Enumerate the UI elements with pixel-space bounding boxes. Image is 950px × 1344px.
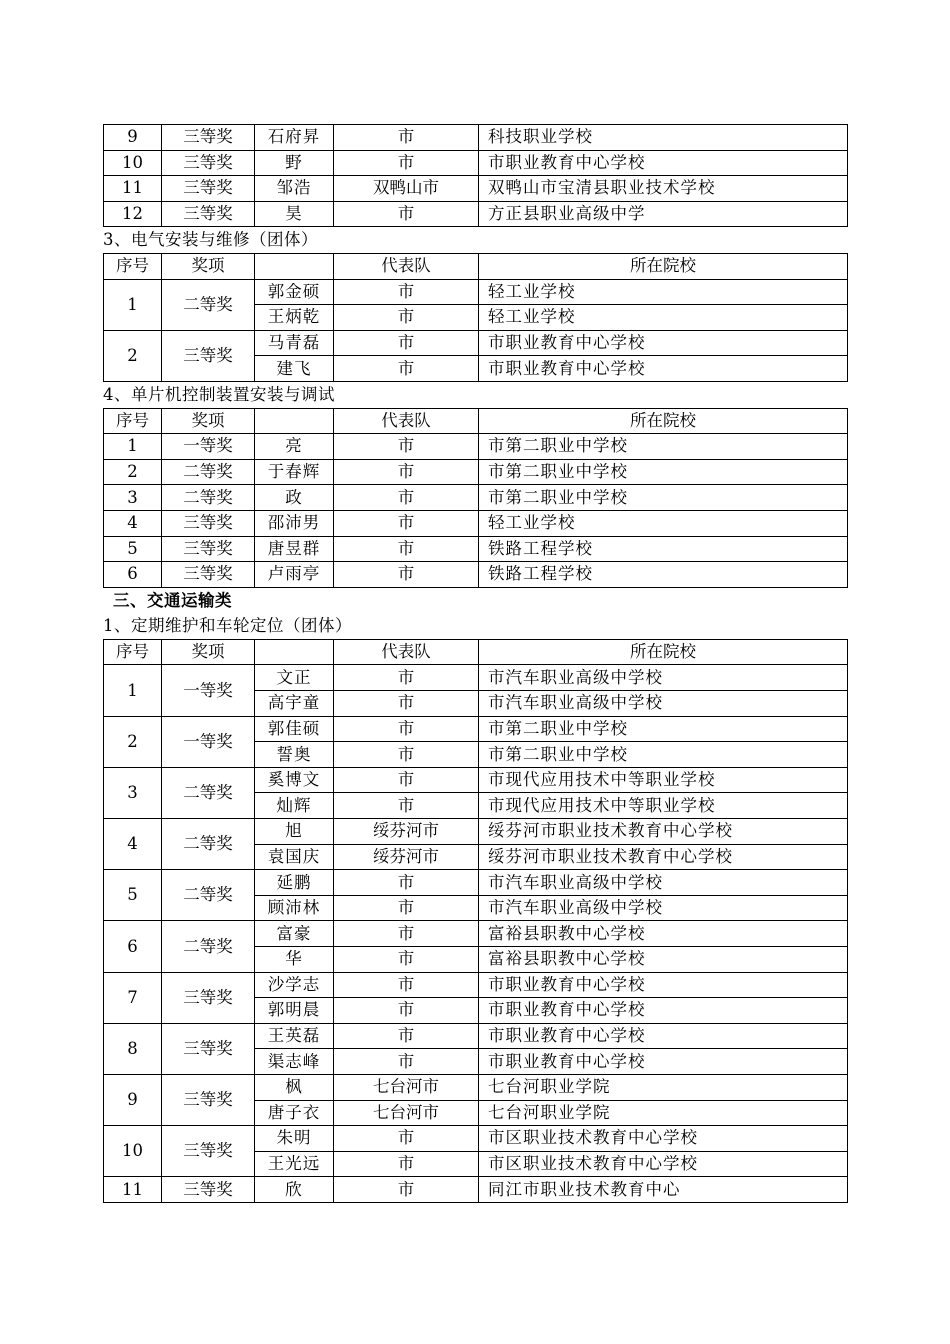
award-level: 三等奖 xyxy=(162,1074,255,1125)
award-level: 三等奖 xyxy=(162,1023,255,1074)
row-number: 1 xyxy=(104,279,162,330)
contestant-name: 旭 xyxy=(255,819,334,845)
team-name: 市 xyxy=(334,1177,479,1203)
table-row xyxy=(104,767,848,793)
table-header-row xyxy=(104,639,848,665)
table-row xyxy=(104,1126,848,1152)
category-heading-transport: 三、交通运输类 xyxy=(113,590,232,610)
table-header-row xyxy=(104,253,848,279)
school-name: 双鸭山市宝清县职业技术学校 xyxy=(479,176,848,202)
contestant-name: 郭金硕 xyxy=(255,279,334,305)
contestant-name: 华 xyxy=(255,947,334,973)
school-name: 市职业教育中心学校 xyxy=(479,150,848,176)
school-name: 铁路工程学校 xyxy=(479,536,848,562)
table-row xyxy=(104,201,848,227)
contestant-name: 昊 xyxy=(255,201,334,227)
team-name: 市 xyxy=(334,793,479,819)
team-name: 市 xyxy=(334,510,479,536)
team-name: 市 xyxy=(334,1049,479,1075)
school-name: 市第二职业中学校 xyxy=(479,742,848,768)
header-team: 代表队 xyxy=(334,639,479,665)
team-name: 市 xyxy=(334,998,479,1024)
row-number: 2 xyxy=(104,459,162,485)
contestant-name: 誓奥 xyxy=(255,742,334,768)
row-number: 10 xyxy=(104,150,162,176)
header-name-blank xyxy=(255,408,334,434)
award-level: 三等奖 xyxy=(162,510,255,536)
award-level: 一等奖 xyxy=(162,716,255,767)
team-name: 七台河市 xyxy=(334,1100,479,1126)
table-row xyxy=(104,279,848,305)
award-level: 二等奖 xyxy=(162,279,255,330)
school-name: 市区职业技术教育中心学校 xyxy=(479,1151,848,1177)
award-level: 三等奖 xyxy=(162,536,255,562)
table-row xyxy=(104,459,848,485)
section-heading-maintenance: 1、定期维护和车轮定位（团体） xyxy=(103,616,352,636)
row-number: 2 xyxy=(104,716,162,767)
contestant-name: 唐昱群 xyxy=(255,536,334,562)
team-name: 市 xyxy=(334,870,479,896)
header-award: 奖项 xyxy=(162,253,255,279)
row-number: 5 xyxy=(104,536,162,562)
award-level: 三等奖 xyxy=(162,1126,255,1177)
award-level: 三等奖 xyxy=(162,201,255,227)
contestant-name: 延鹏 xyxy=(255,870,334,896)
contestant-name: 野 xyxy=(255,150,334,176)
school-name: 市汽车职业高级中学校 xyxy=(479,665,848,691)
team-name: 市 xyxy=(334,742,479,768)
row-number: 3 xyxy=(104,767,162,818)
contestant-name: 王炳乾 xyxy=(255,305,334,331)
contestant-name: 建飞 xyxy=(255,356,334,382)
contestant-name: 石府昇 xyxy=(255,125,334,151)
row-number: 1 xyxy=(104,434,162,460)
contestant-name: 枫 xyxy=(255,1074,334,1100)
award-level: 二等奖 xyxy=(162,767,255,818)
school-name: 七台河职业学院 xyxy=(479,1074,848,1100)
team-name: 市 xyxy=(334,1151,479,1177)
contestant-name: 郭明晨 xyxy=(255,998,334,1024)
header-name-blank xyxy=(255,639,334,665)
table-row xyxy=(104,176,848,202)
row-number: 4 xyxy=(104,510,162,536)
section-heading-electrical: 3、电气安装与维修（团体） xyxy=(103,230,318,250)
row-number: 10 xyxy=(104,1126,162,1177)
header-no: 序号 xyxy=(104,253,162,279)
team-name: 市 xyxy=(334,459,479,485)
contestant-name: 渠志峰 xyxy=(255,1049,334,1075)
school-name: 市汽车职业高级中学校 xyxy=(479,870,848,896)
row-number: 2 xyxy=(104,330,162,381)
header-no: 序号 xyxy=(104,408,162,434)
team-name: 市 xyxy=(334,1023,479,1049)
header-award: 奖项 xyxy=(162,408,255,434)
row-number: 12 xyxy=(104,201,162,227)
team-name: 市 xyxy=(334,691,479,717)
award-level: 三等奖 xyxy=(162,330,255,381)
team-name: 市 xyxy=(334,536,479,562)
school-name: 绥芬河市职业技术教育中心学校 xyxy=(479,819,848,845)
team-name: 市 xyxy=(334,921,479,947)
team-name: 市 xyxy=(334,562,479,588)
school-name: 市区职业技术教育中心学校 xyxy=(479,1126,848,1152)
table-row xyxy=(104,819,848,845)
row-number: 4 xyxy=(104,819,162,870)
award-level: 二等奖 xyxy=(162,485,255,511)
table-row xyxy=(104,921,848,947)
team-name: 市 xyxy=(334,305,479,331)
school-name: 七台河职业学院 xyxy=(479,1100,848,1126)
award-level: 一等奖 xyxy=(162,665,255,716)
table-row xyxy=(104,870,848,896)
award-level: 三等奖 xyxy=(162,125,255,151)
table-row xyxy=(104,1074,848,1100)
team-name: 市 xyxy=(334,125,479,151)
team-name: 市 xyxy=(334,1126,479,1152)
school-name: 市汽车职业高级中学校 xyxy=(479,691,848,717)
team-name: 市 xyxy=(334,150,479,176)
table-row xyxy=(104,330,848,356)
school-name: 市第二职业中学校 xyxy=(479,434,848,460)
team-name: 市 xyxy=(334,972,479,998)
contestant-name: 王英磊 xyxy=(255,1023,334,1049)
contestant-name: 亮 xyxy=(255,434,334,460)
team-name: 市 xyxy=(334,330,479,356)
award-level: 二等奖 xyxy=(162,921,255,972)
table-header-row xyxy=(104,408,848,434)
table-row xyxy=(104,485,848,511)
award-table-mcu xyxy=(103,408,848,588)
school-name: 市职业教育中心学校 xyxy=(479,356,848,382)
header-team: 代表队 xyxy=(334,253,479,279)
team-name: 绥芬河市 xyxy=(334,819,479,845)
school-name: 同江市职业技术教育中心 xyxy=(479,1177,848,1203)
school-name: 市职业教育中心学校 xyxy=(479,998,848,1024)
award-level: 二等奖 xyxy=(162,459,255,485)
header-no: 序号 xyxy=(104,639,162,665)
row-number: 9 xyxy=(104,125,162,151)
contestant-name: 灿辉 xyxy=(255,793,334,819)
header-school: 所在院校 xyxy=(479,408,848,434)
school-name: 市第二职业中学校 xyxy=(479,485,848,511)
row-number: 11 xyxy=(104,1177,162,1203)
table-row xyxy=(104,1023,848,1049)
contestant-name: 郭佳硕 xyxy=(255,716,334,742)
contestant-name: 唐子衣 xyxy=(255,1100,334,1126)
award-level: 三等奖 xyxy=(162,150,255,176)
school-name: 方正县职业高级中学 xyxy=(479,201,848,227)
contestant-name: 政 xyxy=(255,485,334,511)
school-name: 轻工业学校 xyxy=(479,305,848,331)
table-row xyxy=(104,434,848,460)
team-name: 双鸭山市 xyxy=(334,176,479,202)
contestant-name: 王光远 xyxy=(255,1151,334,1177)
section-heading-mcu: 4、单片机控制装置安装与调试 xyxy=(103,384,335,404)
table-row xyxy=(104,716,848,742)
table-row xyxy=(104,510,848,536)
contestant-name: 沙学志 xyxy=(255,972,334,998)
contestant-name: 于春辉 xyxy=(255,459,334,485)
team-name: 市 xyxy=(334,201,479,227)
row-number: 9 xyxy=(104,1074,162,1125)
team-name: 市 xyxy=(334,279,479,305)
award-level: 三等奖 xyxy=(162,562,255,588)
header-name-blank xyxy=(255,253,334,279)
award-level: 三等奖 xyxy=(162,176,255,202)
header-school: 所在院校 xyxy=(479,639,848,665)
team-name: 市 xyxy=(334,665,479,691)
table-row xyxy=(104,125,848,151)
table-row xyxy=(104,150,848,176)
school-name: 轻工业学校 xyxy=(479,279,848,305)
contestant-name: 邹浩 xyxy=(255,176,334,202)
school-name: 绥芬河市职业技术教育中心学校 xyxy=(479,844,848,870)
award-table-electrical xyxy=(103,253,848,382)
table-row xyxy=(104,562,848,588)
school-name: 市现代应用技术中等职业学校 xyxy=(479,767,848,793)
row-number: 8 xyxy=(104,1023,162,1074)
award-level: 三等奖 xyxy=(162,972,255,1023)
team-name: 市 xyxy=(334,434,479,460)
school-name: 轻工业学校 xyxy=(479,510,848,536)
school-name: 市第二职业中学校 xyxy=(479,459,848,485)
award-level: 三等奖 xyxy=(162,1177,255,1203)
contestant-name: 富豪 xyxy=(255,921,334,947)
table-row xyxy=(104,1177,848,1203)
contestant-name: 顾沛林 xyxy=(255,895,334,921)
team-name: 市 xyxy=(334,485,479,511)
award-level: 一等奖 xyxy=(162,434,255,460)
school-name: 市第二职业中学校 xyxy=(479,716,848,742)
school-name: 科技职业学校 xyxy=(479,125,848,151)
row-number: 6 xyxy=(104,562,162,588)
school-name: 市职业教育中心学校 xyxy=(479,330,848,356)
table-row xyxy=(104,536,848,562)
contestant-name: 高宇童 xyxy=(255,691,334,717)
row-number: 5 xyxy=(104,870,162,921)
team-name: 市 xyxy=(334,716,479,742)
table-row xyxy=(104,972,848,998)
award-level: 二等奖 xyxy=(162,870,255,921)
school-name: 市职业教育中心学校 xyxy=(479,1049,848,1075)
contestant-name: 奚博文 xyxy=(255,767,334,793)
team-name: 绥芬河市 xyxy=(334,844,479,870)
row-number: 7 xyxy=(104,972,162,1023)
contestant-name: 马青磊 xyxy=(255,330,334,356)
team-name: 市 xyxy=(334,895,479,921)
contestant-name: 欣 xyxy=(255,1177,334,1203)
contestant-name: 袁国庆 xyxy=(255,844,334,870)
row-number: 6 xyxy=(104,921,162,972)
document-page xyxy=(103,124,848,1203)
row-number: 11 xyxy=(104,176,162,202)
contestant-name: 朱明 xyxy=(255,1126,334,1152)
award-level: 二等奖 xyxy=(162,819,255,870)
table-row xyxy=(104,665,848,691)
school-name: 市职业教育中心学校 xyxy=(479,972,848,998)
contestant-name: 卢雨亭 xyxy=(255,562,334,588)
award-table-continued xyxy=(103,124,848,227)
team-name: 市 xyxy=(334,356,479,382)
team-name: 市 xyxy=(334,947,479,973)
school-name: 市汽车职业高级中学校 xyxy=(479,895,848,921)
school-name: 市现代应用技术中等职业学校 xyxy=(479,793,848,819)
school-name: 富裕县职教中心学校 xyxy=(479,921,848,947)
school-name: 富裕县职教中心学校 xyxy=(479,947,848,973)
contestant-name: 邵沛男 xyxy=(255,510,334,536)
school-name: 铁路工程学校 xyxy=(479,562,848,588)
school-name: 市职业教育中心学校 xyxy=(479,1023,848,1049)
contestant-name: 文正 xyxy=(255,665,334,691)
team-name: 市 xyxy=(334,767,479,793)
header-school: 所在院校 xyxy=(479,253,848,279)
team-name: 七台河市 xyxy=(334,1074,479,1100)
award-table-maintenance xyxy=(103,639,848,1203)
row-number: 3 xyxy=(104,485,162,511)
header-award: 奖项 xyxy=(162,639,255,665)
header-team: 代表队 xyxy=(334,408,479,434)
row-number: 1 xyxy=(104,665,162,716)
